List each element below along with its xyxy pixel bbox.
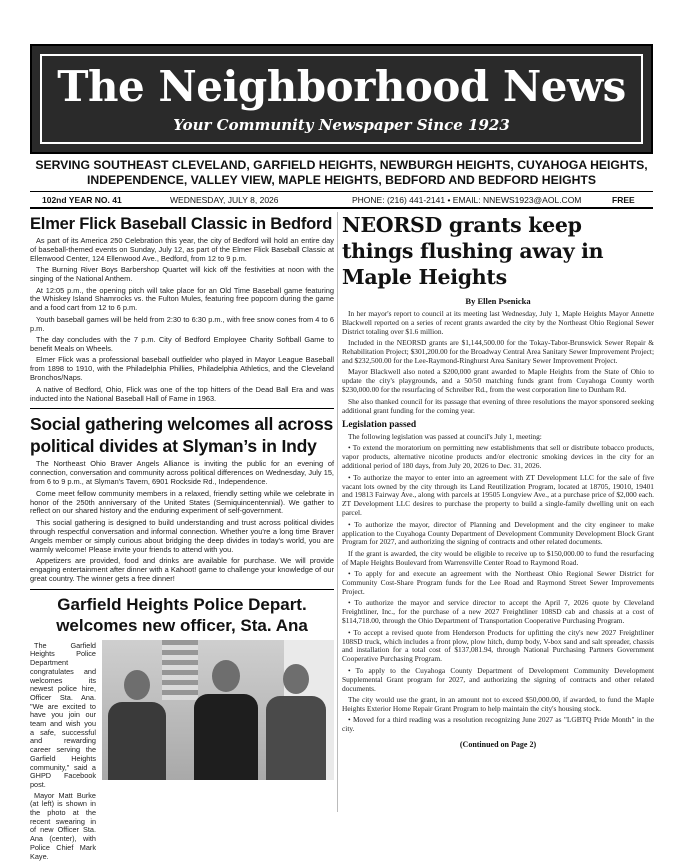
headline-neorsd: NEORSD grants keep things flushing away in Maple Heights xyxy=(342,213,604,289)
paragraph: A native of Bedford, Ohio, Flick was one of the top hitters of the Dead Ball Era and was inducted into the National Baseball Hall of Fame in 1963. xyxy=(30,384,334,403)
paragraph: The Northeast Ohio Braver Angels Alliance is inviting the public for an evening of connection, conversation and community across political differences on Wednesday, July 15, from 6 to 9 p.m., at Slyman's Tavern, 6901 Rockside Rd., Independence. xyxy=(30,459,334,487)
headline-police-line-1: Garfield Heights Police Depart. xyxy=(57,594,307,614)
coverage-area xyxy=(30,158,653,188)
paragraph: The day concludes with the 7 p.m. City of Bedford Employee Charity Softball Game to benefit Meals on Wheels. xyxy=(30,335,334,353)
headline-elmer-flick: Elmer Flick Baseball Classic in Bedford xyxy=(30,215,333,233)
info-bar xyxy=(30,193,653,207)
coverage-line-2: INDEPENDENCE, VALLEY VIEW, MAPLE HEIGHTS, BEDFORD AND BEDFORD HEIGHTS xyxy=(87,173,596,187)
newspaper-tagline: Your Community Newspaper Since 1923 xyxy=(173,116,510,134)
section-divider xyxy=(30,408,334,409)
police-text-column xyxy=(30,640,96,861)
section-divider xyxy=(30,589,334,590)
paragraph: Appetizers are provided, food and drinks are available for purchase. We will provide engaging entertainment after dinner with a Kahoot! game to challenge your knowledge of our great country. The winner gets a free dinner! xyxy=(30,555,334,583)
info-rule-top xyxy=(30,191,653,192)
paragraph: The Garfield Heights Police Department congratulates and welcomes its newest police hire, Officer Sta. Ana. "We are excited to have you join our team and wish you a safe, successful and rewarding career serving the Garfield Heights community," said a GHPD Facebook post. xyxy=(30,640,96,789)
paragraph: Elmer Flick was a professional baseball outfielder who played in Mayor League Baseball from 1898 to 1910, with the Philadelphia Phillies, Philadelphia Athletics, and the Cleveland Bronchos/Naps. xyxy=(30,355,334,383)
paragraph: As part of its America 250 Celebration this year, the city of Bedford will hold an entire day of baseball-themed events on Sunday, July 12, as part of the Elmer Flick Baseball Classic at Ellenwood Center, 124 Ellenwood Ave., Bedford, from 12 to 9 p.m. xyxy=(30,236,334,263)
article-social-body xyxy=(30,460,334,583)
officer-figure xyxy=(194,660,258,780)
legislation-item: • To accept a revised quote from Henderson Products for upfitting the city's new 2027 Freightliner 108SD truck, which includes a front plow, plow hitch, dump body, V-box sand and salt spreader, chassis and installation for a total cost of $137,081.94, through National Purchasing Partners Government Cooperative Purchasing Program. xyxy=(342,627,654,664)
paragraph: Youth baseball games will be held from 2:30 to 6:30 p.m., with free snow cones from 4 to 6 p.m. xyxy=(30,314,334,333)
headline-social-gathering: Social gathering welcomes all across political divides at Slyman’s in Indy xyxy=(30,414,334,457)
mayor-figure xyxy=(108,670,166,780)
paragraph: Mayor Matt Burke (at left) is shown in the photo at the recent swearing in of new Officer Sta. Ana (center), with Police Chief Mark Kaye. xyxy=(30,790,96,861)
byline: By Ellen Psenicka xyxy=(465,296,531,306)
paragraph: Included in the NEORSD grants are $1,144,500.00 for the Tokay-Tabor-Brunswick Sewer Repair & Rehabilitation Project; $301,200.00 for the Broadway Central Area Sanitary Sewer Improvement Project; and $232,500.00 for the Lee-Raymond-Ringhurst Area Sanitary Sewer Improvement Project. xyxy=(342,338,654,366)
masthead-frame xyxy=(40,54,643,144)
coverage-line-1: SERVING SOUTHEAST CLEVELAND, GARFIELD HEIGHTS, NEWBURGH HEIGHTS, CUYAHOGA HEIGHTS, xyxy=(35,158,648,172)
paragraph: She also thanked council for its passage that evening of three resolutions the mayor sponsored seeking additional grant funding for the coming year. xyxy=(342,396,654,415)
legislation-item: If the grant is awarded, the city would be eligible to receive up to $150,000.00 to fund the resurfacing of Maple Heights Boulevard from Warrensville Center Road to Raymond Road. xyxy=(342,548,654,567)
paragraph: The Burning River Boys Barbershop Quartet will kick off the festivities at noon with the singing of the National Anthem. xyxy=(30,265,334,284)
legislation-item: • Moved for a third reading was a resolution recognizing June 2027 as "LGBTQ Pride Month" in the city. xyxy=(342,715,654,734)
flag-background xyxy=(162,640,198,700)
paragraph: Come meet fellow community members in a relaxed, friendly setting while we celebrate in honor of the 250th anniversary of the United States (Semiquincentennial). We gather to reflect on our shared history and the enduring experiment of self-government. xyxy=(30,488,334,516)
paragraph: Mayor Blackwell also noted a $200,000 grant awarded to Maple Heights from the State of Ohio to update the city's playgrounds, and a 50/50 matching funds grant from Cuyahoga County worth $230,000.00 for the resurfacing of Schreiber Rd., from the west corporation line to Dunham Rd. xyxy=(342,367,654,395)
legislation-item: The city would use the grant, in an amount not to exceed $50,000.00, if awarded, to fund the Maple Heights Exterior Home Repair Grant Program to help maintain the city's housing stock. xyxy=(342,694,654,713)
paragraph: In her mayor's report to council at its meeting last Wednesday, July 1, Maple Heights Mayor Annette Blackwell reported on a series of recent grants awarded the city by the Northeast Ohio Regional Sewer District totaling over $1.6 million. xyxy=(342,309,654,336)
continued-link[interactable]: (Continued on Page 2) xyxy=(459,740,537,750)
legislation-item: • To authorize the mayor to enter into an agreement with ZT Development LLC for the sale of five vacant lots owned by the city through its Land Reutilization Program, located at 18705, 19010, 19401 and 19813 Fairway Ave., along with parcels at 19505 Longview Ave., at a purchase price of $2,000 each. ZT Development LLC desires to purchase the property to build a single-family dwelling unit on each parcel. xyxy=(342,472,654,518)
newspaper-title: The Neighborhood News xyxy=(57,62,626,111)
legislation-item: • To apply to the Cuyahoga County Department of Development Community Development Supplemental Grant program for 2027, and authorizing the signing of contracts and other related documents. xyxy=(342,665,654,693)
headline-police xyxy=(30,594,334,636)
info-rule-bottom xyxy=(30,207,653,209)
legislation-list xyxy=(342,433,654,734)
article-police-body xyxy=(30,640,334,861)
left-column xyxy=(30,212,334,861)
officers-photo xyxy=(102,640,334,780)
paragraph: At 12:05 p.m., the opening pitch will take place for an Old Time Baseball game featuring the Whiskey Island Shamrocks vs. the Fulton Mules, featuring free popcorn during the game and a food cart from 12 to 6 p.m. xyxy=(30,285,334,313)
masthead xyxy=(30,44,653,154)
column-divider xyxy=(337,212,338,812)
price-label: FREE xyxy=(612,195,635,205)
legislation-item: • To extend the moratorium on permitting new establishments that sell or distribute tobacco products, vapor products, alternative nicotine products and/or electronic smoking devices in the city for an additional period of 180 days, from July 20, 2026 to Dec. 31, 2026. xyxy=(342,443,654,471)
legislation-item: • To authorize the mayor and service director to accept the April 7, 2026 quote by Cleveland Freightliner, Inc., for the purchase of a new 2027 Freightliner 108SD cab and chassis at a cost of $114,718.00, through the Ohio Department of Transportation Cooperative Purchasing Program. xyxy=(342,598,654,626)
subhead-legislation: Legislation passed xyxy=(342,420,417,431)
paragraph: This social gathering is designed to build understanding and trust across political divides through respectful conversation and informal connection. Whether you're a long time Braver Angels member or simply curious about bridging the deep divides in today's world, you are warmly welcome! Please invite your friends to attend with you. xyxy=(30,517,334,554)
contact-info: PHONE: (216) 441-2141 • EMAIL: NNEWS1923@AOL.COM xyxy=(352,195,582,205)
article-elmer-body xyxy=(30,237,334,403)
article-neorsd-body xyxy=(342,310,654,415)
legislation-item: • To apply for and execute an agreement with the Northeast Ohio Regional Sewer District for Community Cost-Share Program funds for the Lee Road and Raymond Street Sewer Improvements Project. xyxy=(342,569,654,596)
issue-number: 102nd YEAR NO. 41 xyxy=(42,195,122,205)
right-column xyxy=(342,212,654,749)
paragraph: The following legislation was passed at council's July 1, meeting: xyxy=(348,431,542,441)
headline-police-line-2: welcomes new officer, Sta. Ana xyxy=(56,615,308,635)
issue-date: WEDNESDAY, JULY 8, 2026 xyxy=(170,195,279,205)
chief-figure xyxy=(266,664,326,780)
legislation-item: • To authorize the mayor, director of Planning and Development and the city engineer to make application to the Cuyahoga County Department of Development Community Development Block Grant Program for 2027, and authorizing the signing of contracts and other related documents. xyxy=(342,519,654,547)
